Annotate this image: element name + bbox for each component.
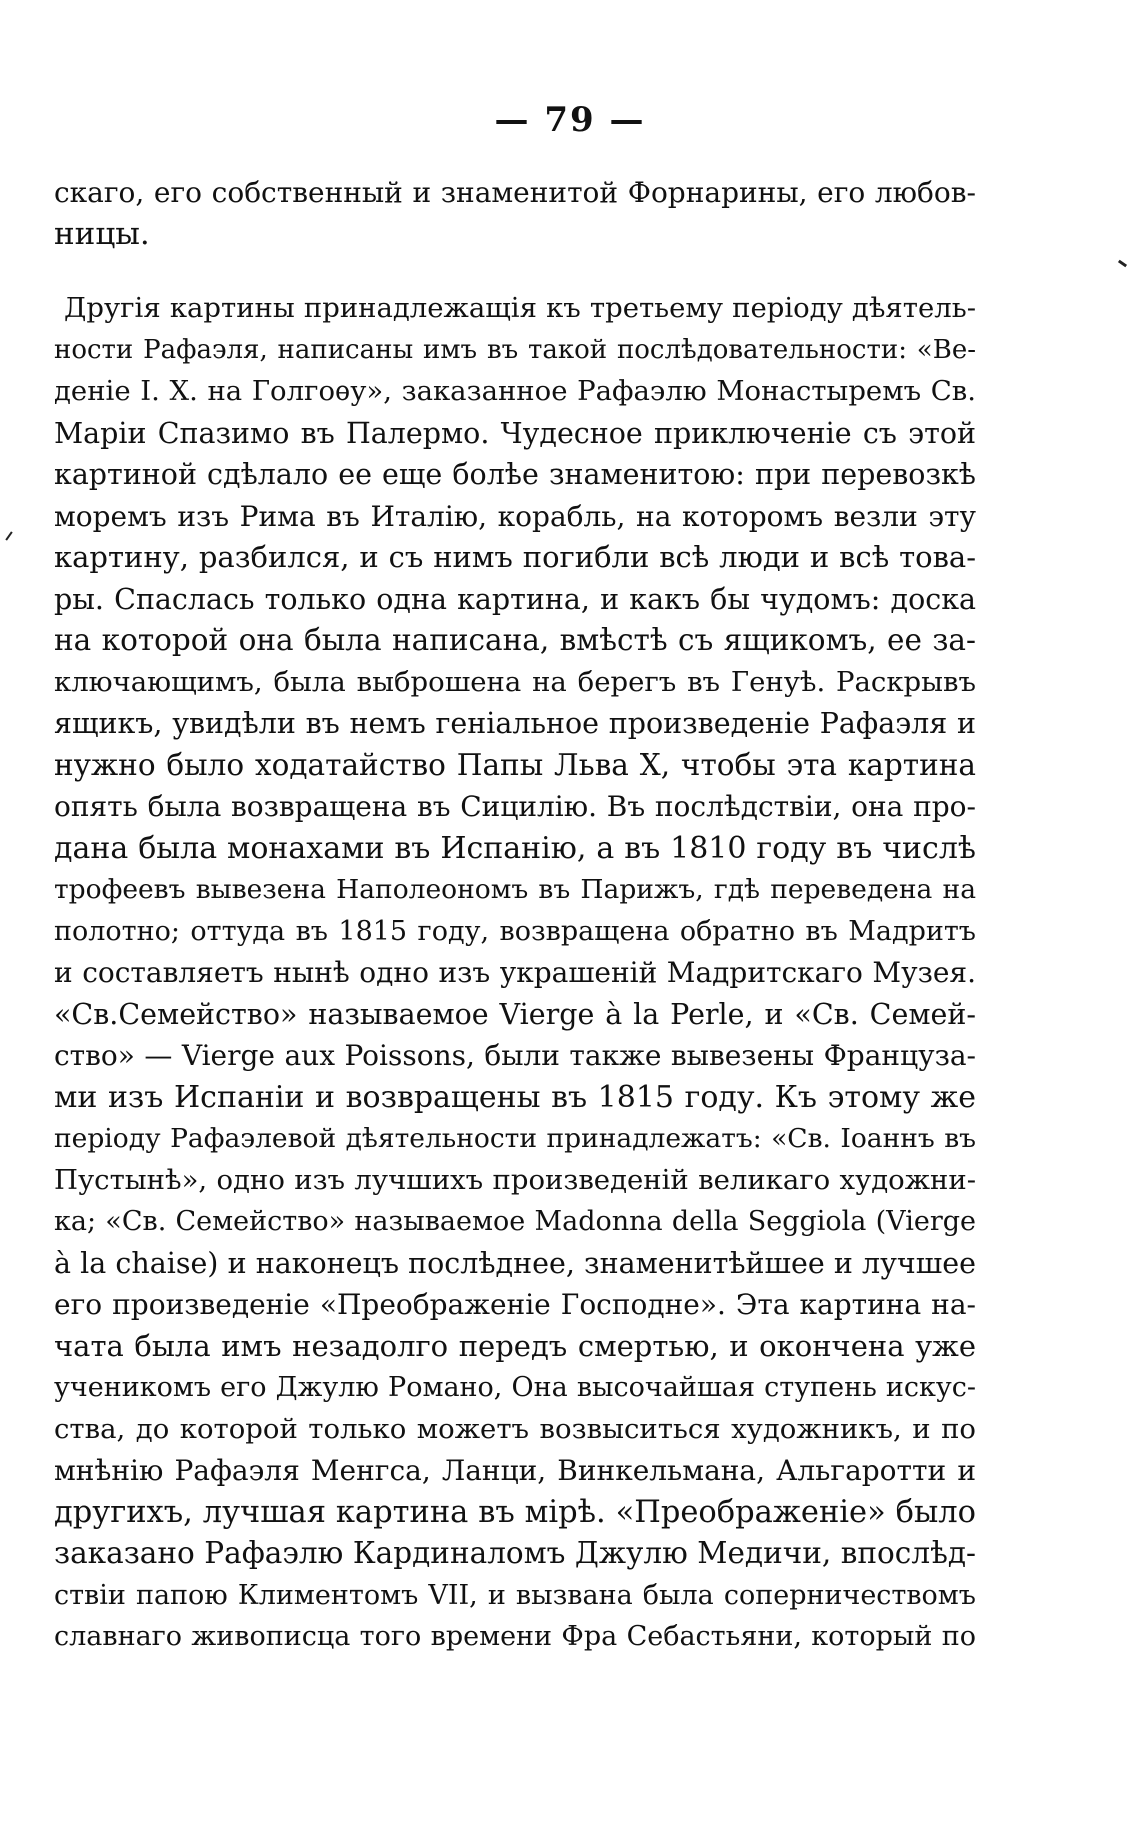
text-line: ры. Спаслась только одна картина, и какъ бы чудомъ: доска	[54, 582, 976, 616]
text-line: заказано Рафаэлю Кардиналомъ Джулю Медичи, впослѣд-	[54, 1536, 976, 1570]
text-line: трофеевъ вывезена Наполеономъ въ Парижъ, гдѣ переведена на	[54, 874, 976, 905]
text-line: Пустынѣ», одно изъ лучшихъ произведеній великаго художни-	[54, 1163, 976, 1196]
text-line: опять была возвращена въ Сицилію. Въ послѣдствіи, она про-	[54, 790, 976, 823]
text-line: ученикомъ его Джулю Романо, Она высочайшая ступень искус-	[54, 1372, 976, 1403]
text-line: славнаго живописца того времени Фра Себастьяни, который по	[54, 1621, 976, 1652]
text-line: его произведеніе «Преображеніе Господне». Эта картина на-	[54, 1288, 976, 1321]
text-line: деніе І. Х. на Голгоѳу», заказанное Рафаэлю Монастыремъ Св.	[54, 375, 976, 407]
text-line: Маріи Спазимо въ Палермо. Чудесное приключеніе съ этой	[54, 416, 976, 450]
text-line: скаго, его собственный и знаменитой Форнарины, его любов-	[54, 176, 976, 209]
text-line: ство» — Vierge aux Poissons, были также вывезены Француза-	[54, 1039, 976, 1072]
paragraph-2	[54, 288, 976, 1658]
text-line: чата была имъ незадолго передъ смертью, и окончена уже	[54, 1328, 976, 1363]
margin-mark	[5, 531, 12, 540]
text-line: à la chaise) и наконецъ послѣднее, знаменитѣйшее и лучшее	[54, 1246, 976, 1280]
text-line: на которой она была написана, вмѣстѣ съ ящикомъ, ее за-	[54, 623, 976, 657]
text-line: картиной сдѣлало ее еще болѣе знаменитою: при перевозкѣ	[54, 458, 976, 491]
paragraph-1	[54, 172, 976, 255]
text-line: ящикъ, увидѣли въ немъ геніальное произведеніе Рафаэля и	[54, 707, 976, 740]
text-line: ка; «Св. Семейство» называемое Madonna della Seggiola (Vierge	[54, 1206, 976, 1237]
text-line: періоду Рафаэлевой дѣятельности принадлежатъ: «Св. Іоаннъ въ	[54, 1123, 976, 1154]
text-line: ности Рафаэля, написаны имъ въ такой послѣдовательности: «Ве-	[54, 334, 976, 365]
text-line: Другія картины принадлежащія къ третьему періоду дѣятель-	[64, 292, 976, 324]
page-number: — 79 —	[494, 100, 646, 140]
text-line: мнѣнію Рафаэля Менгса, Ланци, Винкельмана, Альгаротти и	[54, 1454, 976, 1487]
text-line: ства, до которой только можетъ возвыситься художникъ, и по	[54, 1412, 976, 1445]
text-line: «Св.Семейство» называемое Vierge à la Perle, и «Св. Семей-	[54, 997, 976, 1031]
text-line: другихъ, лучшая картина въ мірѣ. «Преображеніе» было	[54, 1494, 976, 1530]
text-line: полотно; оттуда въ 1815 году, возвращена обратно въ Мадритъ	[54, 915, 976, 947]
text-line: ствіи папою Климентомъ VII, и вызвана была соперничествомъ	[54, 1579, 976, 1611]
text-line: и составляетъ нынѣ одно изъ украшеній Мадритскаго Музея.	[54, 956, 976, 989]
margin-mark	[1118, 260, 1127, 268]
text-line: картину, разбился, и съ нимъ погибли всѣ люди и всѣ това-	[54, 540, 976, 574]
text-line: ключающимъ, была выброшена на берегъ въ Генуѣ. Раскрывъ	[54, 665, 976, 698]
text-line: моремъ изъ Рима въ Италію, корабль, на которомъ везли эту	[54, 499, 976, 533]
text-line: дана была монахами въ Испанію, а въ 1810 году въ числѣ	[54, 830, 976, 866]
text-line: ницы.	[54, 215, 150, 252]
text-line: ми изъ Испаніи и возвращены въ 1815 году. Къ этому же	[54, 1079, 976, 1115]
text-line: нужно было ходатайство Папы Льва Х, чтобы эта картина	[54, 747, 976, 782]
